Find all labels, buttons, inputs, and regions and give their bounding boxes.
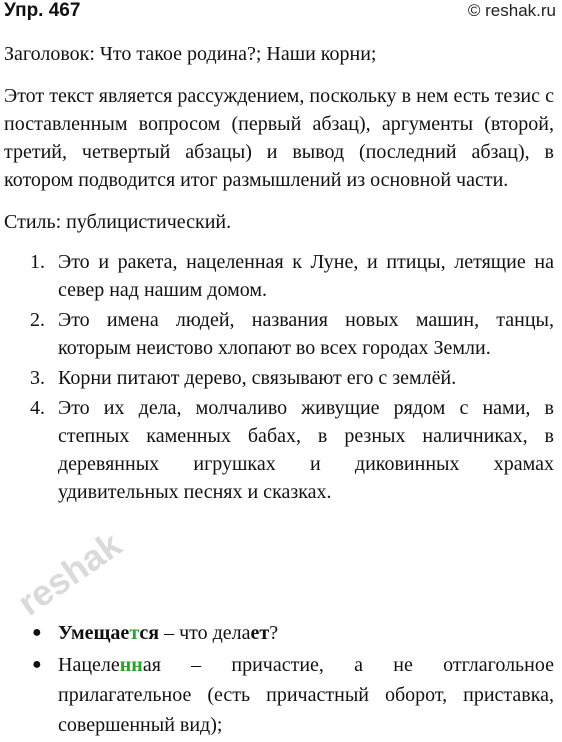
- solution-text: [4, 40, 554, 508]
- answers-list: [4, 248, 554, 506]
- answer-number: 4.: [30, 397, 45, 419]
- bullet-icon: ●: [32, 624, 42, 641]
- note-question: – что дела: [159, 622, 251, 644]
- notes-list: [4, 618, 554, 742]
- heading-line: Заголовок: Что такое родина?; Наши корни;: [4, 43, 377, 65]
- note-item: [4, 618, 554, 648]
- note-word-part: Умещае: [58, 622, 130, 644]
- watermark-logo: reshak: [10, 523, 129, 624]
- note-explanation: ая – причастие, а не отглагольное прилагательное (есть причастный оборот, приставка, совершенный вид);: [58, 654, 554, 736]
- answer-text: Это и ракета, нацеленная к Луне, и птицы, летящие на север над нашим домом.: [58, 251, 554, 301]
- note-word-part: ся: [139, 622, 160, 644]
- site-credit[interactable]: © reshak.ru: [467, 1, 556, 20]
- header: [0, 0, 562, 26]
- style-line: Стиль: публицистический.: [4, 211, 232, 233]
- answer-text: Это имена людей, названия новых машин, танцы, которым неистово хлопают во всех городах Земли.: [58, 309, 554, 359]
- note-highlight: нн: [119, 654, 143, 676]
- answer-item: [4, 306, 554, 362]
- answer-number: 1.: [30, 251, 45, 273]
- note-question-mark: ?: [269, 622, 279, 644]
- answer-text: Корни питают дерево, связывают его с землёй.: [58, 367, 457, 389]
- note-ending: ет: [250, 622, 270, 644]
- note-item: [4, 650, 554, 740]
- reasoning-paragraph: Этот текст является рассуждением, поскольку в нем есть тезис с поставленным вопросом (первый абзац), аргументы (второй, третий, четвертый абзацы) и вывод (последний абзац), в котором подводится итог размышлений из основной части.: [4, 85, 554, 191]
- bullet-icon: ●: [32, 656, 42, 673]
- note-word-part: Нацеле: [58, 654, 120, 676]
- exercise-title: Упр. 467: [4, 0, 81, 21]
- note-highlight: т: [129, 622, 140, 644]
- answer-item: [4, 248, 554, 304]
- answer-item: [4, 394, 554, 506]
- answer-item: [4, 364, 554, 392]
- answer-number: 2.: [30, 309, 45, 331]
- answer-text: Это их дела, молчаливо живущие рядом с нами, в степных каменных бабах, в резных наличниках, в деревянных игрушках и диковинных храмах удивительных песнях и сказках.: [58, 397, 554, 503]
- answer-number: 3.: [30, 367, 45, 389]
